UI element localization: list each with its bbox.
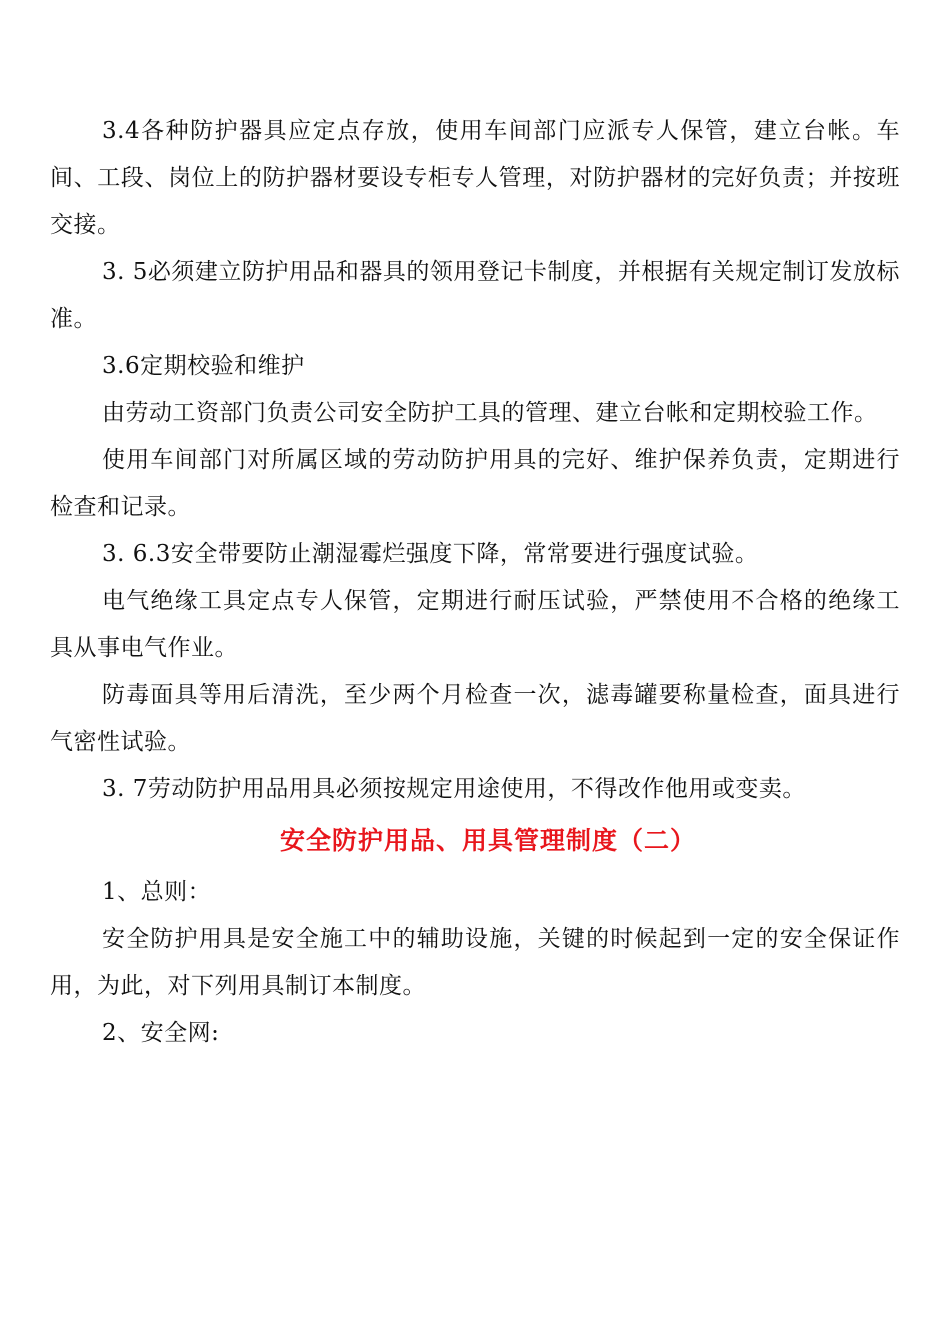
paragraph-3-5: 3. 5必须建立防护用品和器具的领用登记卡制度，并根据有关规定制订发放标: [102, 259, 900, 285]
paragraph-3-5-continuation: 准。: [50, 306, 97, 332]
paragraph-safety-net: 2、安全网:: [102, 1020, 220, 1046]
paragraph-3-6-title: 3.6定期校验和维护: [102, 353, 305, 379]
paragraph-electrical-tools: 电气绝缘工具定点专人保管，定期进行耐压试验，严禁使用不合格的绝缘工具从事电气作业。: [50, 588, 900, 661]
paragraph-labor-dept: 由劳动工资部门负责公司安全防护工具的管理、建立台帐和定期校验工作。: [102, 400, 878, 426]
document-page: [50, 108, 900, 1057]
paragraph-gas-mask: 防毒面具等用后清洗，至少两个月检查一次，滤毒罐要称量检查，面具进行气密性试验。: [50, 682, 900, 755]
paragraph-3-6-3: 3. 6.3安全带要防止潮湿霉烂强度下降，常常要进行强度试验。: [102, 541, 759, 567]
paragraph-general: 1、总则：: [102, 879, 212, 905]
paragraph-workshop-dept: 使用车间部门对所属区域的劳动防护用具的完好、维护保养负责，定期进行检查和记录。: [50, 447, 900, 520]
paragraph-3-4: 3.4各种防护器具应定点存放，使用车间部门应派专人保管，建立台帐。车间、工段、岗位上的防护器材要设专柜专人管理，对防护器材的完好负责；并按班交接。: [50, 118, 900, 238]
section-heading: 安全防护用品、用具管理制度（二）: [279, 826, 696, 855]
paragraph-3-7: 3. 7劳动防护用品用具必须按规定用途使用，不得改作他用或变卖。: [102, 776, 806, 802]
paragraph-general-body: 安全防护用具是安全施工中的辅助设施，关键的时候起到一定的安全保证作用，为此，对下列用具制订本制度。: [50, 926, 900, 999]
